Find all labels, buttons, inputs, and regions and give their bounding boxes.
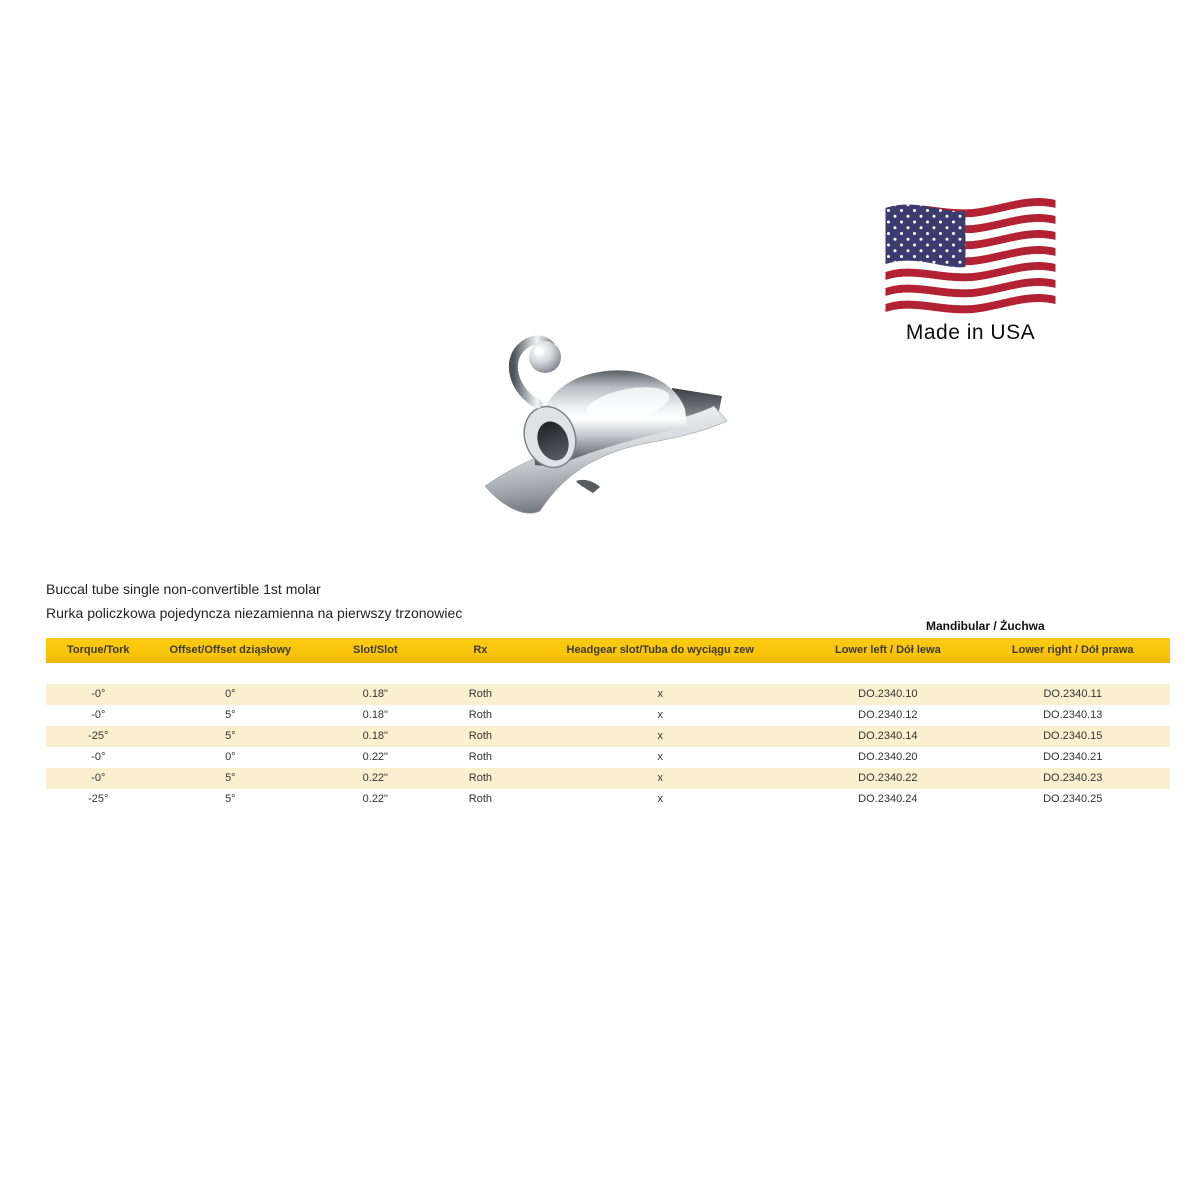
table-cell-headgear: x <box>657 709 663 721</box>
table-cell-rx: Roth <box>468 688 493 700</box>
table-cell-headgear: x <box>657 772 663 784</box>
product-image-buccal-tube <box>478 332 745 515</box>
flag-stars-shape <box>886 205 966 268</box>
table-cell-rx: Roth <box>468 751 493 763</box>
table-cell-lower-left: DO.2340.20 <box>858 751 918 763</box>
table-body <box>46 684 1170 810</box>
table-cell-lower-left: DO.2340.10 <box>858 688 918 700</box>
us-flag-icon <box>883 190 1058 314</box>
table-cell-slot: 0.22" <box>362 772 388 784</box>
made-in-usa-block <box>883 190 1058 345</box>
table-cell-slot: 0.22" <box>362 751 388 763</box>
table-row <box>46 705 1170 726</box>
table-cell-lower-left: DO.2340.12 <box>858 709 918 721</box>
column-header-offset: Offset/Offset dziąsłowy <box>169 644 292 656</box>
table-cell-offset: 0° <box>225 751 236 763</box>
made-in-usa-label: Made in USA <box>905 321 1036 344</box>
product-title-english: Buccal tube single non-convertible 1st molar <box>46 581 321 597</box>
table-cell-torque: -0° <box>91 751 106 763</box>
table-cell-slot: 0.18" <box>362 688 388 700</box>
base-slot-shape <box>576 480 600 493</box>
table-cell-torque: -25° <box>88 793 109 805</box>
table-cell-headgear: x <box>657 751 663 763</box>
column-header-slot: Slot/Slot <box>353 644 398 656</box>
table-cell-offset: 5° <box>225 772 236 784</box>
table-cell-lower-right: DO.2340.11 <box>1043 688 1102 700</box>
table-cell-rx: Roth <box>468 772 493 784</box>
product-title-polish: Rurka policzkowa pojedyncza niezamienna na pierwszy trzonowiec <box>46 605 463 621</box>
table-cell-lower-left: DO.2340.14 <box>858 730 918 742</box>
table-cell-rx: Roth <box>468 730 493 742</box>
table-cell-offset: 0° <box>225 688 236 700</box>
table-row <box>46 726 1170 747</box>
table-row <box>46 789 1170 810</box>
table-cell-torque: -25° <box>88 730 109 742</box>
table-cell-slot: 0.18" <box>362 730 388 742</box>
table-row <box>46 684 1170 705</box>
table-cell-offset: 5° <box>225 709 236 721</box>
hook-ball-highlight <box>534 346 544 356</box>
table-cell-offset: 5° <box>225 793 236 805</box>
table-cell-offset: 5° <box>225 730 236 742</box>
table-cell-torque: -0° <box>91 772 106 784</box>
table-cell-lower-left: DO.2340.24 <box>858 793 918 805</box>
table-cell-torque: -0° <box>91 709 106 721</box>
table-cell-lower-left: DO.2340.22 <box>858 772 918 784</box>
table-cell-rx: Roth <box>468 709 493 721</box>
table-header-row <box>46 638 1170 663</box>
table-cell-lower-right: DO.2340.13 <box>1043 709 1103 721</box>
table-cell-lower-right: DO.2340.15 <box>1043 730 1103 742</box>
table-cell-lower-right: DO.2340.25 <box>1043 793 1103 805</box>
table-cell-slot: 0.18" <box>362 709 388 721</box>
table-cell-headgear: x <box>657 688 663 700</box>
column-header-lower-right: Lower right / Dół prawa <box>1011 644 1134 656</box>
hook-ball-shape <box>529 341 561 373</box>
table-cell-lower-right: DO.2340.21 <box>1043 751 1103 763</box>
column-header-lower-left: Lower left / Dół lewa <box>834 644 941 656</box>
column-header-rx: Rx <box>473 644 488 656</box>
column-header-torque: Torque/Tork <box>66 644 130 656</box>
table-cell-slot: 0.22" <box>362 793 388 805</box>
table-cell-headgear: x <box>657 730 663 742</box>
table-cell-rx: Roth <box>468 793 493 805</box>
table-group-header-mandibular: Mandibular / Żuchwa <box>926 619 1045 633</box>
table-cell-lower-right: DO.2340.23 <box>1043 772 1103 784</box>
column-header-headgear: Headgear slot/Tuba do wyciągu zew <box>566 644 754 656</box>
table-row <box>46 747 1170 768</box>
table-row <box>46 768 1170 789</box>
table-cell-headgear: x <box>657 793 663 805</box>
table-cell-torque: -0° <box>91 688 106 700</box>
